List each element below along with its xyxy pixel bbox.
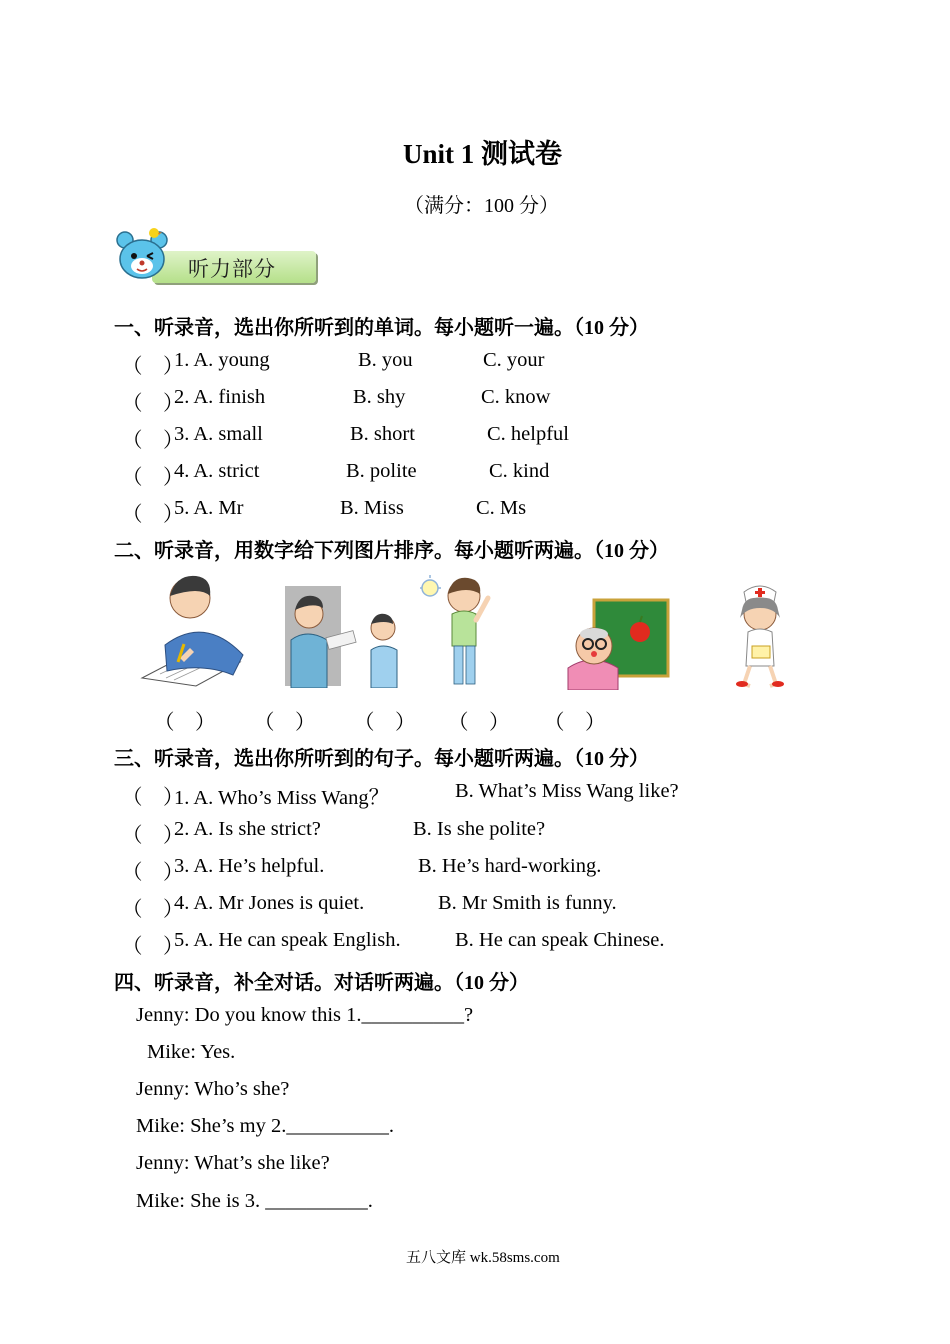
- picture-4-blank[interactable]: （ ）: [448, 712, 510, 734]
- option-c: C. helpful: [487, 423, 569, 445]
- listening-section-badge: [114, 226, 319, 288]
- option-a: 4. A. Mr Jones is quiet.: [174, 892, 365, 914]
- option-a: 2. A. finish: [174, 386, 266, 408]
- footer-watermark: 五八文库 wk.58sms.com: [406, 1250, 560, 1266]
- old-teacher-blackboard-icon: [560, 598, 670, 690]
- picture-2-blank[interactable]: （ ）: [254, 712, 316, 734]
- option-a: 1. A. young: [174, 349, 270, 371]
- picture-3-blank[interactable]: （ ）: [354, 712, 416, 734]
- option-b: B. you: [358, 349, 413, 371]
- badge-label: 听力部分: [188, 257, 276, 281]
- section-4-heading: 四、听录音，补全对话。对话听两遍。（10 分）: [114, 972, 529, 994]
- dialogue-line: Jenny: What’s she like?: [136, 1152, 330, 1174]
- section-3-heading: 三、听录音，选出你所听到的句子。每小题听两遍。（10 分）: [114, 748, 649, 770]
- option-c: C. know: [481, 386, 551, 408]
- dialogue-line: Mike: She’s my 2.__________.: [136, 1115, 394, 1137]
- nurse-icon: [730, 580, 790, 690]
- option-b: B. He’s hard-working.: [418, 855, 602, 877]
- option-b: B. Mr Smith is funny.: [438, 892, 617, 914]
- option-b: B. polite: [346, 460, 417, 482]
- boy-writing-icon: [140, 570, 244, 688]
- score-note: （满分：100 分）: [404, 195, 559, 217]
- answer-blank[interactable]: （ ）: [122, 430, 184, 452]
- dialogue-line: Jenny: Who’s she?: [136, 1078, 290, 1100]
- page-title: Unit 1 测试卷: [403, 139, 563, 169]
- dialogue-line: Mike: She is 3. __________.: [136, 1190, 373, 1212]
- answer-blank[interactable]: （ ）: [122, 467, 184, 489]
- answer-blank[interactable]: （ ）: [122, 356, 184, 378]
- answer-blank[interactable]: （ ）: [122, 787, 184, 809]
- option-b: B. What’s Miss Wang like?: [455, 780, 679, 802]
- answer-blank[interactable]: （ ）: [122, 504, 184, 526]
- answer-blank[interactable]: （ ）: [122, 393, 184, 415]
- option-c: C. kind: [489, 460, 550, 482]
- answer-blank[interactable]: （ ）: [122, 825, 184, 847]
- option-b: B. Miss: [340, 497, 404, 519]
- option-c: C. your: [483, 349, 545, 371]
- option-b: B. short: [350, 423, 415, 445]
- section-1-heading: 一、听录音，选出你所听到的单词。每小题听一遍。（10 分）: [114, 317, 649, 339]
- option-b: B. shy: [353, 386, 406, 408]
- option-a: 2. A. Is she strict?: [174, 818, 321, 840]
- teacher-and-student-icon: [283, 584, 407, 688]
- option-b: B. Is she polite?: [413, 818, 546, 840]
- answer-blank[interactable]: （ ）: [122, 899, 184, 921]
- picture-1-blank[interactable]: （ ）: [154, 712, 216, 734]
- answer-blank[interactable]: （ ）: [122, 936, 184, 958]
- option-a: 3. A. He’s helpful.: [174, 855, 325, 877]
- bear-mascot-icon: [114, 226, 174, 288]
- option-a: 1. A. Who’s Miss Wang？: [174, 787, 390, 809]
- option-a: 5. A. He can speak English.: [174, 929, 401, 951]
- option-a: 3. A. small: [174, 423, 263, 445]
- picture-5-blank[interactable]: （ ）: [544, 712, 606, 734]
- option-b: B. He can speak Chinese.: [455, 929, 665, 951]
- boy-with-idea-icon: [420, 574, 500, 690]
- dialogue-line: Jenny: Do you know this 1.__________?: [136, 1004, 474, 1026]
- option-a: 5. A. Mr: [174, 497, 244, 519]
- section-2-heading: 二、听录音，用数字给下列图片排序。每小题听两遍。（10 分）: [114, 540, 669, 562]
- dialogue-line: Mike: Yes.: [147, 1041, 236, 1063]
- answer-blank[interactable]: （ ）: [122, 862, 184, 884]
- option-a: 4. A. strict: [174, 460, 260, 482]
- option-c: C. Ms: [476, 497, 527, 519]
